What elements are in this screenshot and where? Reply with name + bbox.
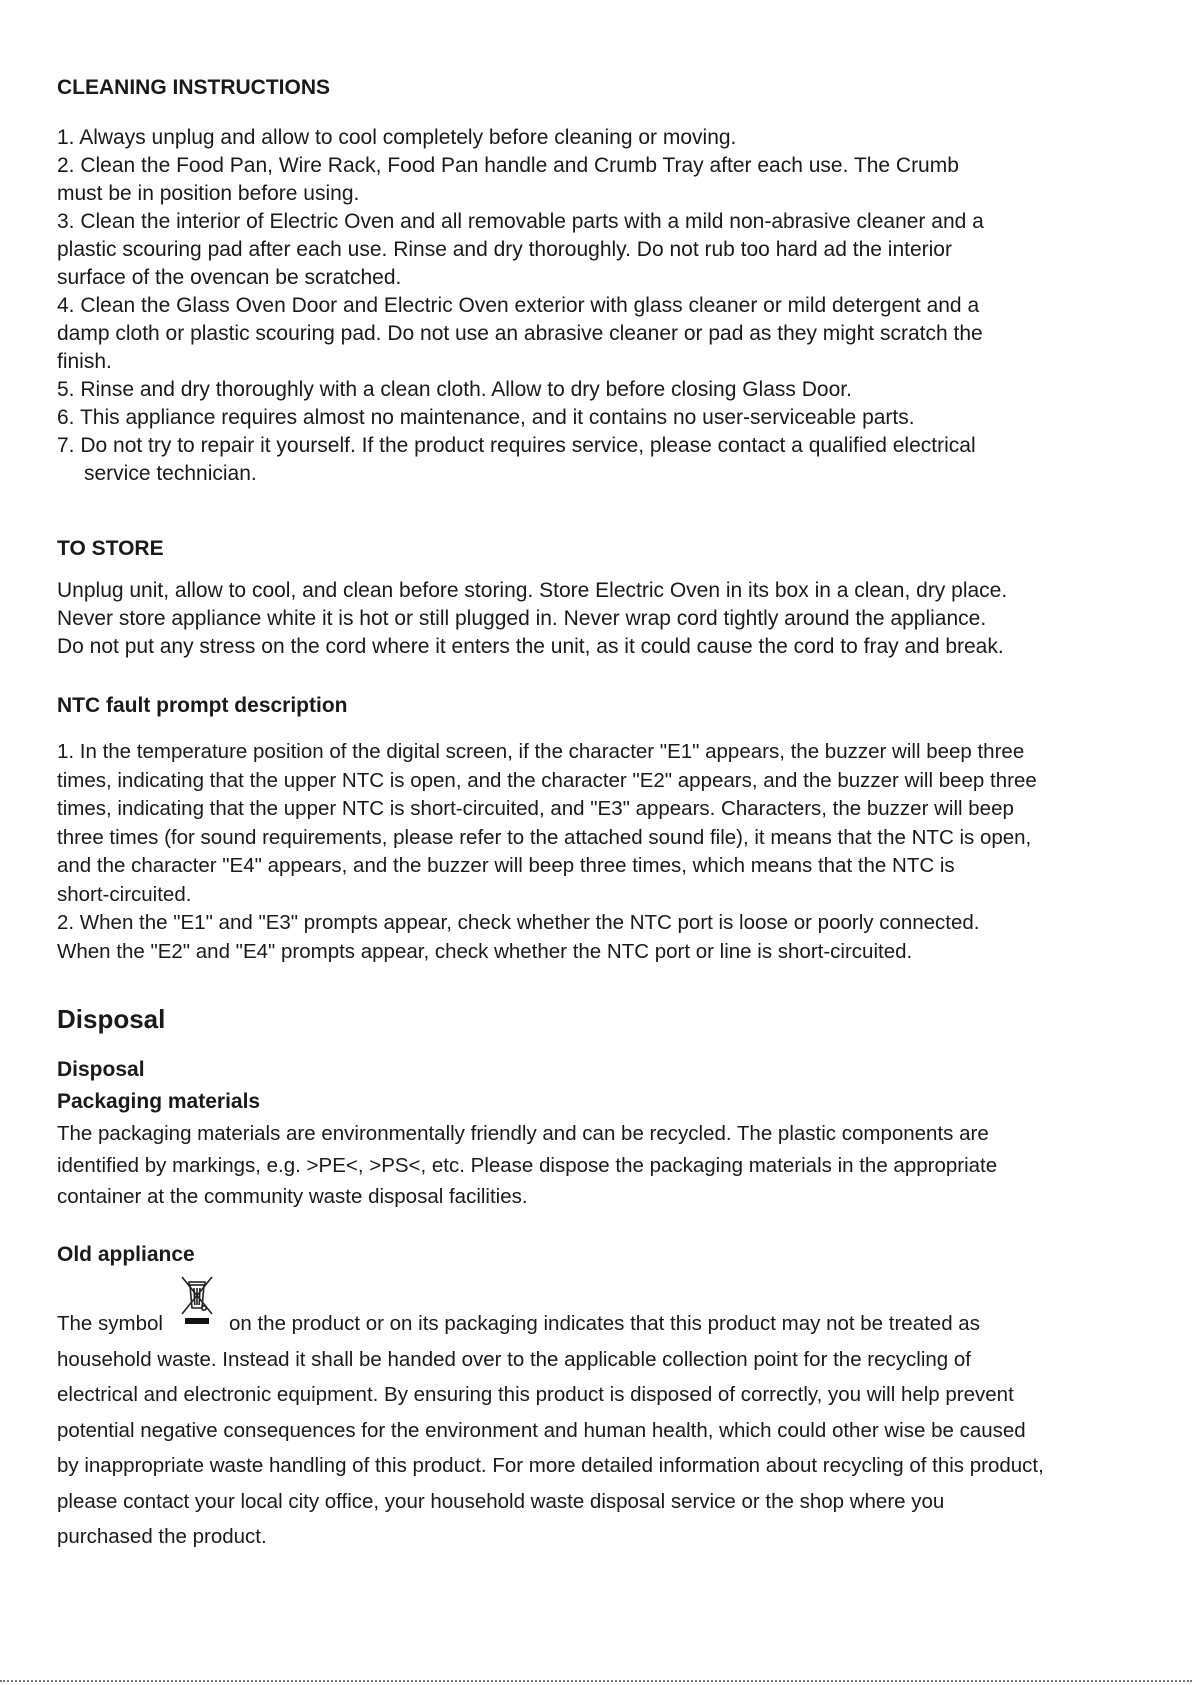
store-line: Unplug unit, allow to cool, and clean before storing. Store Electric Oven in its box in a clean, dry place. xyxy=(57,579,1008,602)
ntc-line: times, indicating that the upper NTC is open, and the character "E2" appears, and the buzzer will beep three xyxy=(57,768,1037,792)
packaging-text xyxy=(57,1118,997,1213)
cleaning-line xyxy=(57,460,984,488)
old-appliance-text xyxy=(57,1300,1044,1555)
disposal-heading: Disposal xyxy=(57,1004,166,1034)
symbol-text-after: on the product or on its packaging indicates that this product may not be treated as xyxy=(228,1312,980,1335)
store-line: Do not put any stress on the cord where it enters the unit, as it could cause the cord to fray and break. xyxy=(57,635,1004,658)
packaging-title: Packaging materials xyxy=(57,1090,261,1113)
old-appliance-line: purchased the product. xyxy=(57,1525,267,1548)
packaging-line: The packaging materials are environmentally friendly and can be recycled. The plastic components are xyxy=(57,1122,989,1145)
store-text xyxy=(57,577,1007,661)
cleaning-line: must be in position before using. xyxy=(57,182,360,205)
crossed-out-wheelie-bin-icon xyxy=(171,1300,223,1336)
ntc-line: 2. When the "E1" and "E3" prompts appear, check whether the NTC port is loose or poorly connected. xyxy=(57,911,980,934)
ntc-text xyxy=(57,738,1037,966)
cleaning-line: 2. Clean the Food Pan, Wire Rack, Food Pan handle and Crumb Tray after each use. The Crumb xyxy=(57,154,959,177)
cleaning-line-text: service technician. xyxy=(84,462,257,485)
old-appliance-line: potential negative consequences for the environment and human health, which could other wise be caused xyxy=(57,1418,1026,1442)
old-appliance-line: by inappropriate waste handling of this product. For more detailed information about recycling of this product, xyxy=(57,1454,1044,1477)
page-bottom-divider xyxy=(0,1680,1192,1682)
cleaning-line: 6. This appliance requires almost no maintenance, and it contains no user-serviceable parts. xyxy=(57,406,915,429)
cleaning-line: surface of the ovencan be scratched. xyxy=(57,266,402,289)
store-title: TO STORE xyxy=(57,537,164,560)
ntc-line: short-circuited. xyxy=(57,882,192,906)
old-appliance-line: electrical and electronic equipment. By ensuring this product is disposed of correctly, you will help prevent xyxy=(57,1383,1014,1406)
ntc-line: 1. In the temperature position of the digital screen, if the character "E1" appears, the buzzer will beep three xyxy=(57,740,1025,763)
packaging-line: identified by markings, e.g. >PE<, >PS<, etc. Please dispose the packaging materials in the appropriate xyxy=(57,1153,998,1177)
store-line: Never store appliance white it is hot or still plugged in. Never wrap cord tightly around the appliance. xyxy=(57,607,987,630)
symbol-text-before: The symbol xyxy=(57,1312,163,1335)
cleaning-line: 7. Do not try to repair it yourself. If the product requires service, please contact a qualified electrical xyxy=(57,434,976,457)
cleaning-text xyxy=(57,124,984,488)
ntc-title: NTC fault prompt description xyxy=(57,694,348,717)
packaging-line: container at the community waste disposal facilities. xyxy=(57,1185,528,1208)
disposal-subheading: Disposal xyxy=(57,1058,145,1081)
old-appliance-title: Old appliance xyxy=(57,1243,195,1266)
old-appliance-line: please contact your local city office, your household waste disposal service or the shop where you xyxy=(57,1489,945,1513)
ntc-line: and the character "E4" appears, and the buzzer will beep three times, which means that the NTC is xyxy=(57,854,955,877)
cleaning-line: plastic scouring pad after each use. Rinse and dry thoroughly. Do not rub too hard ad the interior xyxy=(57,238,952,261)
cleaning-line: 4. Clean the Glass Oven Door and Electric Oven exterior with glass cleaner or mild detergent and a xyxy=(57,294,980,317)
cleaning-line: 1. Always unplug and allow to cool completely before cleaning or moving. xyxy=(57,126,737,149)
cleaning-line: 3. Clean the interior of Electric Oven and all removable parts with a mild non-abrasive cleaner and a xyxy=(57,210,984,233)
cleaning-line: finish. xyxy=(57,350,112,373)
ntc-line: times, indicating that the upper NTC is short-circuited, and "E3" appears. Characters, the buzzer will beep xyxy=(57,797,1014,820)
cleaning-line: damp cloth or plastic scouring pad. Do not use an abrasive cleaner or pad as they might scratch the xyxy=(57,322,983,345)
old-appliance-first-line xyxy=(57,1300,1044,1342)
cleaning-line: 5. Rinse and dry thoroughly with a clean cloth. Allow to dry before closing Glass Door. xyxy=(57,378,852,401)
ntc-line: three times (for sound requirements, please refer to the attached sound file), it means that the NTC is open, xyxy=(57,825,1032,849)
cleaning-title: CLEANING INSTRUCTIONS xyxy=(57,76,330,99)
old-appliance-line: household waste. Instead it shall be handed over to the applicable collection point for the recycling of xyxy=(57,1347,971,1371)
ntc-line: When the "E2" and "E4" prompts appear, check whether the NTC port or line is short-circuited. xyxy=(57,939,913,963)
